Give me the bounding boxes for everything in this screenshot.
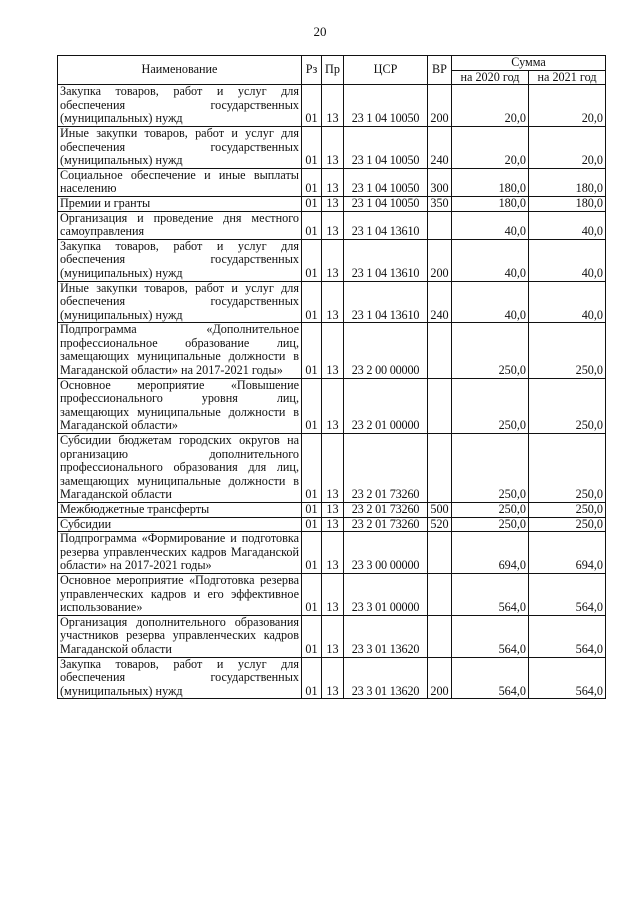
cell-vr bbox=[428, 573, 452, 615]
cell-csr: 23 3 01 13620 bbox=[344, 615, 428, 657]
cell-sum-2020: 40,0 bbox=[452, 239, 529, 281]
cell-name: Организация и проведение дня местного самоуправления bbox=[58, 211, 302, 239]
header-pr: Пр bbox=[322, 56, 344, 85]
cell-rz: 01 bbox=[302, 323, 322, 378]
cell-vr bbox=[428, 532, 452, 574]
cell-vr: 240 bbox=[428, 126, 452, 168]
cell-name: Организация дополнительного образования участников резерва управленческих кадров Магаданской области bbox=[58, 615, 302, 657]
cell-vr bbox=[428, 434, 452, 503]
cell-pr: 13 bbox=[322, 168, 344, 196]
cell-sum-2021: 250,0 bbox=[529, 503, 606, 518]
table-row bbox=[58, 615, 606, 657]
cell-vr: 200 bbox=[428, 239, 452, 281]
cell-name: Основное мероприятие «Подготовка резерва управленческих кадров и его эффективное использование» bbox=[58, 573, 302, 615]
cell-rz: 01 bbox=[302, 503, 322, 518]
cell-sum-2020: 40,0 bbox=[452, 281, 529, 323]
cell-sum-2020: 250,0 bbox=[452, 323, 529, 378]
cell-vr: 200 bbox=[428, 657, 452, 699]
cell-sum-2020: 250,0 bbox=[452, 503, 529, 518]
cell-pr: 13 bbox=[322, 378, 344, 433]
header-csr: ЦСР bbox=[344, 56, 428, 85]
cell-sum-2021: 40,0 bbox=[529, 211, 606, 239]
cell-pr: 13 bbox=[322, 657, 344, 699]
cell-name: Социальное обеспечение и иные выплаты населению bbox=[58, 168, 302, 196]
cell-name: Подпрограмма «Дополнительное профессиональное образование лиц, замещающих муниципальные должности в Магаданской области» на 2017-2021 годы» bbox=[58, 323, 302, 378]
cell-vr bbox=[428, 615, 452, 657]
cell-pr: 13 bbox=[322, 196, 344, 211]
table-row bbox=[58, 126, 606, 168]
cell-sum-2020: 694,0 bbox=[452, 532, 529, 574]
cell-vr bbox=[428, 211, 452, 239]
budget-table bbox=[57, 55, 606, 699]
cell-pr: 13 bbox=[322, 239, 344, 281]
cell-sum-2021: 180,0 bbox=[529, 168, 606, 196]
cell-sum-2021: 180,0 bbox=[529, 196, 606, 211]
header-rz: Рз bbox=[302, 56, 322, 85]
table-row bbox=[58, 281, 606, 323]
cell-sum-2021: 564,0 bbox=[529, 657, 606, 699]
cell-sum-2021: 250,0 bbox=[529, 378, 606, 433]
cell-pr: 13 bbox=[322, 211, 344, 239]
cell-pr: 13 bbox=[322, 517, 344, 532]
table-row bbox=[58, 434, 606, 503]
cell-csr: 23 3 01 13620 bbox=[344, 657, 428, 699]
cell-pr: 13 bbox=[322, 126, 344, 168]
cell-sum-2020: 250,0 bbox=[452, 434, 529, 503]
table-row bbox=[58, 85, 606, 127]
cell-rz: 01 bbox=[302, 573, 322, 615]
cell-sum-2020: 40,0 bbox=[452, 211, 529, 239]
cell-rz: 01 bbox=[302, 532, 322, 574]
table-row bbox=[58, 239, 606, 281]
page-number: 20 bbox=[313, 24, 327, 39]
cell-sum-2020: 250,0 bbox=[452, 378, 529, 433]
cell-csr: 23 2 00 00000 bbox=[344, 323, 428, 378]
cell-sum-2020: 564,0 bbox=[452, 615, 529, 657]
cell-sum-2020: 20,0 bbox=[452, 85, 529, 127]
cell-csr: 23 1 04 10050 bbox=[344, 85, 428, 127]
cell-name: Закупка товаров, работ и услуг для обеспечения государственных (муниципальных) нужд bbox=[58, 657, 302, 699]
header-year-2020: на 2020 год bbox=[452, 70, 529, 85]
table-row bbox=[58, 503, 606, 518]
header-year-2021: на 2021 год bbox=[529, 70, 606, 85]
cell-pr: 13 bbox=[322, 434, 344, 503]
cell-sum-2021: 564,0 bbox=[529, 615, 606, 657]
table-header bbox=[58, 56, 606, 85]
cell-name: Субсидии бюджетам городских округов на организацию дополнительного профессионального образования для лиц, замещающих муниципальные должности в Магаданской области bbox=[58, 434, 302, 503]
table-row bbox=[58, 532, 606, 574]
cell-sum-2021: 250,0 bbox=[529, 434, 606, 503]
cell-vr: 240 bbox=[428, 281, 452, 323]
cell-sum-2020: 564,0 bbox=[452, 573, 529, 615]
cell-rz: 01 bbox=[302, 657, 322, 699]
cell-rz: 01 bbox=[302, 517, 322, 532]
cell-pr: 13 bbox=[322, 532, 344, 574]
cell-sum-2021: 564,0 bbox=[529, 573, 606, 615]
cell-vr: 350 bbox=[428, 196, 452, 211]
cell-sum-2020: 180,0 bbox=[452, 168, 529, 196]
cell-sum-2021: 40,0 bbox=[529, 281, 606, 323]
table-body bbox=[58, 85, 606, 699]
cell-sum-2021: 20,0 bbox=[529, 126, 606, 168]
table-row bbox=[58, 168, 606, 196]
cell-pr: 13 bbox=[322, 323, 344, 378]
cell-rz: 01 bbox=[302, 126, 322, 168]
cell-name: Иные закупки товаров, работ и услуг для обеспечения государственных (муниципальных) нужд bbox=[58, 126, 302, 168]
cell-sum-2021: 694,0 bbox=[529, 532, 606, 574]
header-name: Наименование bbox=[58, 56, 302, 85]
cell-vr: 200 bbox=[428, 85, 452, 127]
cell-name: Закупка товаров, работ и услуг для обеспечения государственных (муниципальных) нужд bbox=[58, 239, 302, 281]
cell-sum-2021: 20,0 bbox=[529, 85, 606, 127]
cell-rz: 01 bbox=[302, 168, 322, 196]
cell-csr: 23 2 01 73260 bbox=[344, 434, 428, 503]
cell-csr: 23 1 04 13610 bbox=[344, 239, 428, 281]
cell-rz: 01 bbox=[302, 615, 322, 657]
cell-csr: 23 3 00 00000 bbox=[344, 532, 428, 574]
table-row bbox=[58, 196, 606, 211]
cell-csr: 23 3 01 00000 bbox=[344, 573, 428, 615]
cell-name: Подпрограмма «Формирование и подготовка резерва управленческих кадров Магаданской области» на 2017-2021 годы» bbox=[58, 532, 302, 574]
table-row bbox=[58, 211, 606, 239]
cell-csr: 23 2 01 00000 bbox=[344, 378, 428, 433]
cell-rz: 01 bbox=[302, 378, 322, 433]
cell-csr: 23 1 04 13610 bbox=[344, 281, 428, 323]
cell-name: Межбюджетные трансферты bbox=[58, 503, 302, 518]
cell-sum-2020: 250,0 bbox=[452, 517, 529, 532]
cell-pr: 13 bbox=[322, 281, 344, 323]
cell-name: Иные закупки товаров, работ и услуг для обеспечения государственных (муниципальных) нужд bbox=[58, 281, 302, 323]
cell-name: Субсидии bbox=[58, 517, 302, 532]
table-row bbox=[58, 573, 606, 615]
cell-csr: 23 1 04 10050 bbox=[344, 126, 428, 168]
cell-rz: 01 bbox=[302, 211, 322, 239]
cell-pr: 13 bbox=[322, 573, 344, 615]
header-vr: ВР bbox=[428, 56, 452, 85]
cell-csr: 23 2 01 73260 bbox=[344, 503, 428, 518]
table-row bbox=[58, 378, 606, 433]
cell-sum-2020: 180,0 bbox=[452, 196, 529, 211]
cell-rz: 01 bbox=[302, 196, 322, 211]
cell-vr bbox=[428, 378, 452, 433]
cell-sum-2020: 20,0 bbox=[452, 126, 529, 168]
cell-rz: 01 bbox=[302, 85, 322, 127]
table-row bbox=[58, 323, 606, 378]
cell-vr: 300 bbox=[428, 168, 452, 196]
cell-csr: 23 1 04 10050 bbox=[344, 168, 428, 196]
cell-name: Основное мероприятие «Повышение профессионального уровня лиц, замещающих муниципальные должности в Магаданской области» bbox=[58, 378, 302, 433]
cell-vr: 520 bbox=[428, 517, 452, 532]
cell-vr bbox=[428, 323, 452, 378]
table-row bbox=[58, 657, 606, 699]
cell-rz: 01 bbox=[302, 281, 322, 323]
cell-sum-2021: 40,0 bbox=[529, 239, 606, 281]
cell-csr: 23 2 01 73260 bbox=[344, 517, 428, 532]
cell-sum-2021: 250,0 bbox=[529, 517, 606, 532]
cell-pr: 13 bbox=[322, 85, 344, 127]
cell-name: Премии и гранты bbox=[58, 196, 302, 211]
cell-csr: 23 1 04 10050 bbox=[344, 196, 428, 211]
cell-rz: 01 bbox=[302, 239, 322, 281]
cell-rz: 01 bbox=[302, 434, 322, 503]
cell-sum-2021: 250,0 bbox=[529, 323, 606, 378]
cell-csr: 23 1 04 13610 bbox=[344, 211, 428, 239]
cell-sum-2020: 564,0 bbox=[452, 657, 529, 699]
header-sum: Сумма bbox=[452, 56, 606, 71]
cell-vr: 500 bbox=[428, 503, 452, 518]
cell-name: Закупка товаров, работ и услуг для обеспечения государственных (муниципальных) нужд bbox=[58, 85, 302, 127]
cell-pr: 13 bbox=[322, 503, 344, 518]
cell-pr: 13 bbox=[322, 615, 344, 657]
table-row bbox=[58, 517, 606, 532]
